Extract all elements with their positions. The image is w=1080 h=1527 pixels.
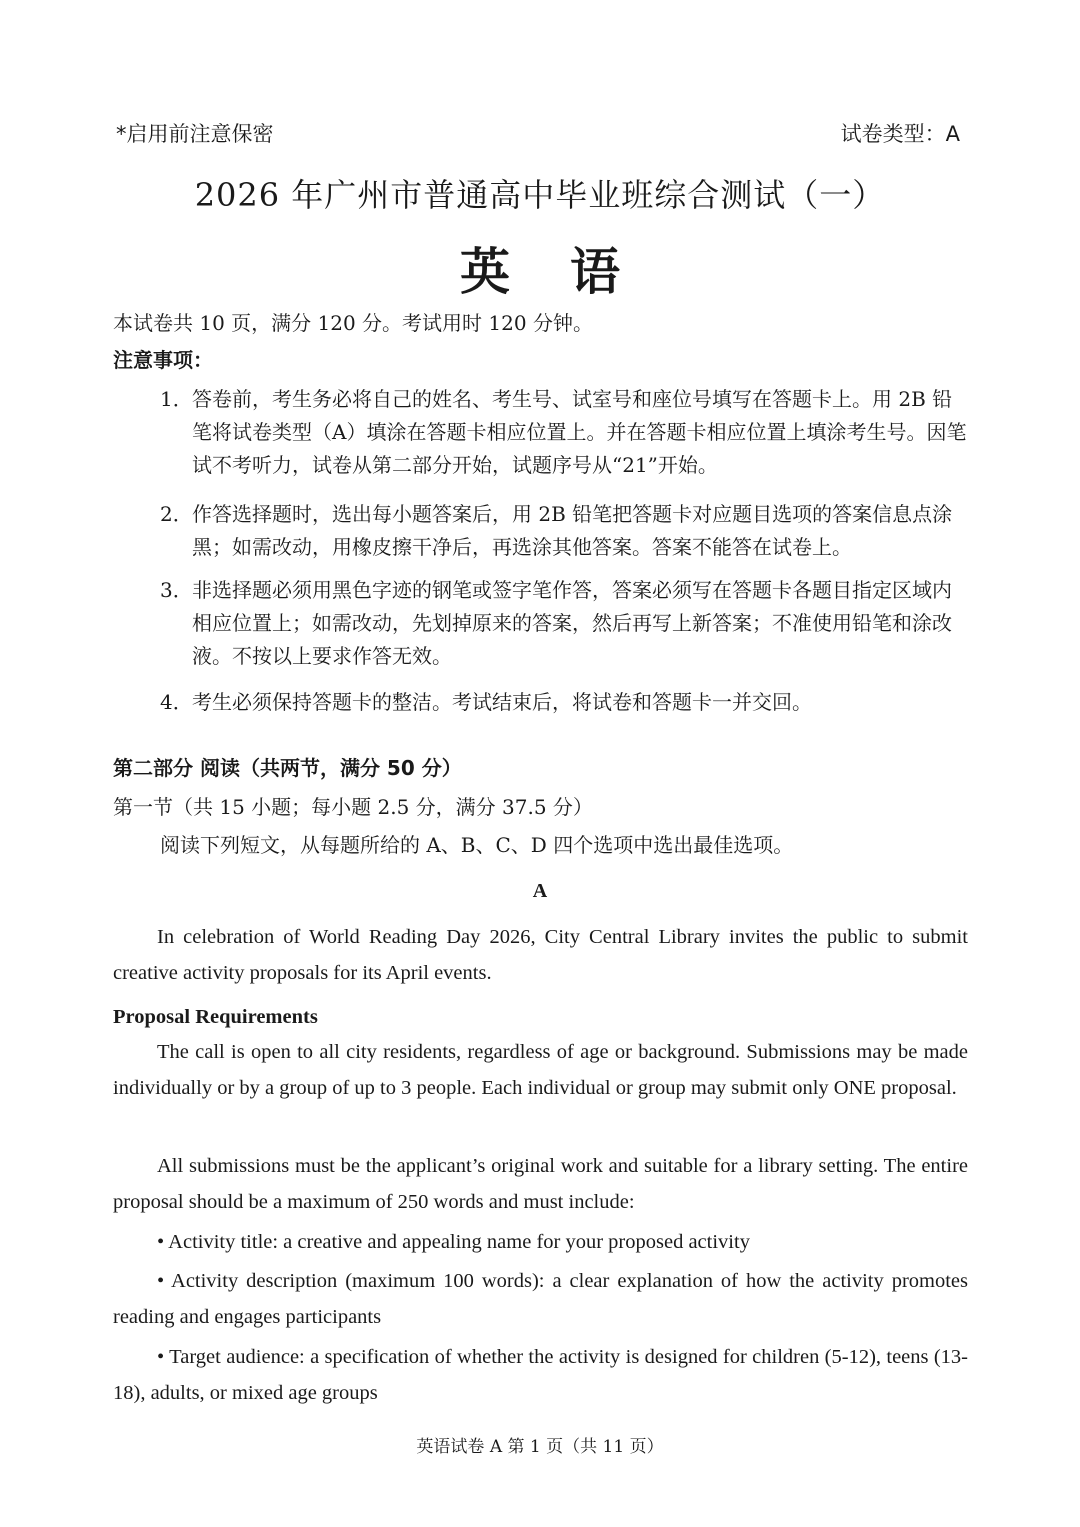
confidential-notice: *启用前注意保密 [116,122,274,146]
requirement-bullet: • Activity title: a creative and appealing name for your proposed activity [157,1231,750,1253]
section1-instruction: 阅读下列短文，从每题所给的 A、B、C、D 四个选项中选出最佳选项。 [160,833,794,857]
passage-intro: In celebration of World Reading Day 2026, City Central Library invites the public to submit creative activity proposals for its April events. [113,926,968,984]
passage-paragraph: The call is open to all city residents, regardless of age or background. Submissions may be made individually or by a group of up to 3 people. Each individual or group may submit only ONE proposal. [113,1041,968,1099]
passage-paragraph: All submissions must be the applicant’s original work and suitable for a library setting. The entire proposal should be a maximum of 250 words and must include: [113,1155,968,1213]
note-number: 2． [160,502,193,526]
note-number: 4． [160,690,193,714]
note-item [160,383,970,482]
note-number: 3． [160,578,193,602]
note-text: 答卷前，考生务必将自己的姓名、考生号、试室号和座位号填写在答题卡上。用 2B 铅笔将试卷类型（A）填涂在答题卡相应位置上。并在答题卡相应位置上填涂考生号。因笔试不考听力，试卷从第二部分开始，试题序号从“21”开始。 [192,387,967,477]
exam-intro: 本试卷共 10 页，满分 120 分。考试用时 120 分钟。 [113,311,593,335]
notes-heading: 注意事项： [113,348,213,372]
note-item [160,686,970,719]
page-footer: 英语试卷 A 第 1 页（共 11 页） [416,1437,664,1457]
requirement-bullet: • Activity description (maximum 100 words): a clear explanation of how the activity promotes reading and engages participants [113,1270,968,1328]
paper-type: 试卷类型：A [840,122,960,146]
part2-heading: 第二部分 阅读（共两节，满分 50 分） [113,756,462,780]
section1-heading: 第一节（共 15 小题；每小题 2.5 分，满分 37.5 分） [113,795,593,819]
passage-label: A [532,880,548,902]
exam-title: 2026 年广州市普通高中毕业班综合测试（一） [194,176,886,214]
note-item [160,498,970,564]
note-text: 非选择题必须用黑色字迹的钢笔或签字笔作答，答案必须写在答题卡各题目指定区域内相应位置上；如需改动，先划掉原来的答案，然后再写上新答案；不准使用铅笔和涂改液。不按以上要求作答无效。 [192,578,952,668]
note-text: 考生必须保持答题卡的整洁。考试结束后，将试卷和答题卡一并交回。 [192,690,812,714]
requirement-bullet: • Target audience: a specification of whether the activity is designed for children (5-12), teens (13-18), adults, or mixed age groups [113,1346,968,1404]
note-number: 1． [160,387,193,411]
subject-title: 英语 [460,243,680,301]
note-text: 作答选择题时，选出每小题答案后，用 2B 铅笔把答题卡对应题目选项的答案信息点涂黑；如需改动，用橡皮擦干净后，再选涂其他答案。答案不能答在试卷上。 [192,502,953,559]
note-item [160,574,970,673]
requirements-heading: Proposal Requirements [113,1006,318,1028]
